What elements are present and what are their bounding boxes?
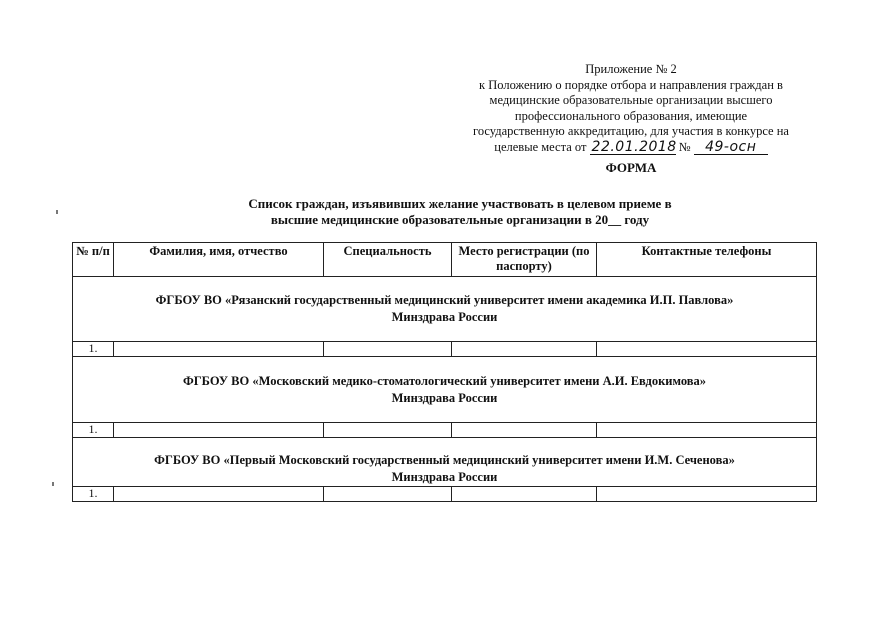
- handwritten-order-number: 49-осн: [694, 140, 768, 155]
- col-number: № п/п: [73, 243, 114, 277]
- cell-specialty: [324, 342, 452, 357]
- org-row-ryazan: [73, 277, 817, 342]
- scan-speck: [52, 482, 54, 486]
- table-header-row: [73, 243, 817, 277]
- form-label: ФОРМА: [605, 160, 657, 175]
- org-cell: [73, 357, 817, 423]
- cell-phones: [597, 487, 817, 502]
- table-row: [73, 342, 817, 357]
- appendix-line-5: [446, 140, 816, 156]
- appendix-number-label: №: [678, 139, 691, 154]
- cell-phones: [597, 342, 817, 357]
- cell-full-name: [114, 342, 324, 357]
- org-row-moscow-dental: [73, 357, 817, 423]
- cell-full-name: [114, 423, 324, 438]
- list-title-line-1: Список граждан, изъявивших желание участвовать в целевом приеме в: [248, 196, 672, 211]
- appendix-line-2: медицинские образовательные организации высшего: [489, 93, 773, 107]
- row-number: 1.: [73, 423, 114, 438]
- cell-registration: [452, 487, 597, 502]
- list-title-line-2: высшие медицинские образовательные организации в 20__ году: [270, 212, 650, 227]
- appendix-number: Приложение № 2: [585, 62, 677, 76]
- cell-registration: [452, 342, 597, 357]
- appendix-line-1: к Положению о порядке отбора и направления граждан в: [479, 77, 783, 92]
- table-row: [73, 423, 817, 438]
- cell-full-name: [114, 487, 324, 502]
- appendix-date-prefix: целевые места от: [494, 139, 587, 154]
- col-specialty: Специальность: [324, 243, 452, 277]
- org-cell: [73, 277, 817, 342]
- row-number: 1.: [73, 487, 114, 502]
- org-ministry: Минздрава России: [391, 390, 498, 405]
- org-name: ФГБОУ ВО «Московский медико-стоматологический университет имени А.И. Евдокимова»: [182, 373, 707, 388]
- appendix-header: [446, 62, 816, 155]
- applicants-table: [72, 242, 817, 502]
- cell-phones: [597, 423, 817, 438]
- cell-specialty: [324, 487, 452, 502]
- col-registration: Место регистрации (по паспорту): [452, 243, 597, 277]
- handwritten-date: 22.01.2018: [591, 138, 677, 155]
- row-number: 1.: [73, 342, 114, 357]
- org-name: ФГБОУ ВО «Первый Московский государственный медицинский университет имени И.М. Сеченова»: [154, 453, 735, 467]
- org-cell: [73, 438, 817, 487]
- cell-specialty: [324, 423, 452, 438]
- org-row-sechenov: [73, 438, 817, 487]
- appendix-line-3: профессионального образования, имеющие: [514, 108, 748, 123]
- appendix-line-4: государственную аккредитацию, для участия в конкурсе на: [473, 124, 789, 138]
- org-ministry: Минздрава России: [391, 310, 498, 324]
- col-full-name: Фамилия, имя, отчество: [114, 243, 324, 277]
- org-name: ФГБОУ ВО «Рязанский государственный медицинский университет имени академика И.П. Павлова»: [155, 293, 734, 307]
- org-ministry: Минздрава России: [391, 470, 498, 484]
- list-title: [120, 196, 800, 228]
- col-phones: Контактные телефоны: [597, 243, 817, 277]
- scan-speck: [56, 210, 58, 214]
- table-row: [73, 487, 817, 502]
- cell-registration: [452, 423, 597, 438]
